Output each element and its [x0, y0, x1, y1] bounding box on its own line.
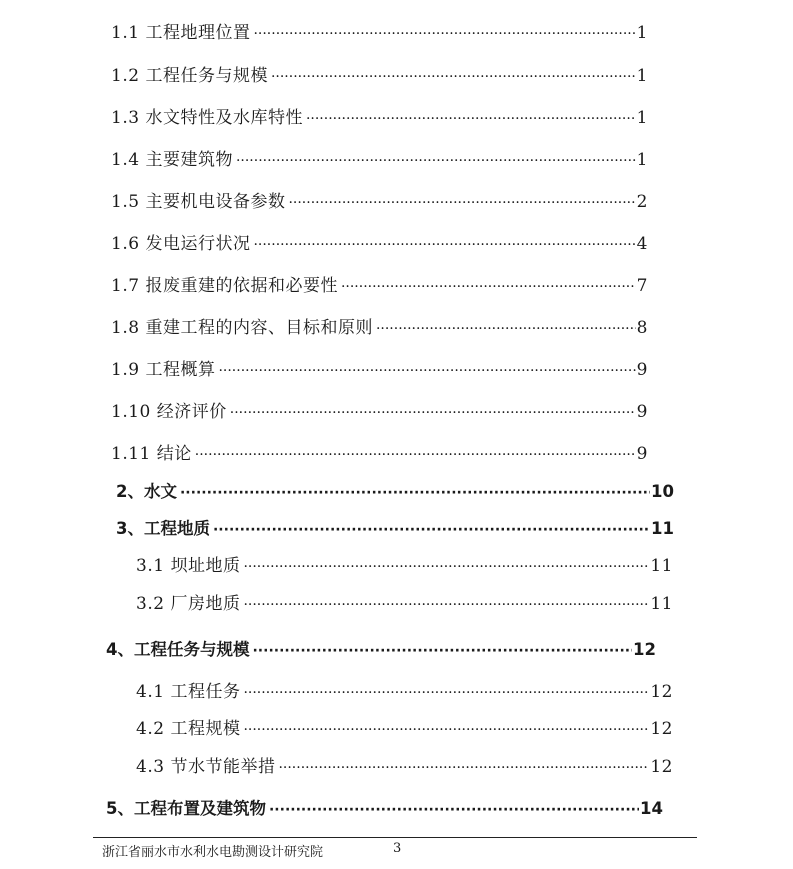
toc-entry-page: 9: [636, 444, 648, 464]
toc-entry-title: 4.3 节水节能举措: [136, 757, 276, 777]
toc-entry-page: 12: [650, 719, 673, 739]
toc-leader-dots: [243, 685, 649, 701]
toc-entry-title: 4、工程任务与规模: [106, 640, 250, 659]
toc-leader-dots: [253, 237, 635, 253]
toc-entry-page: 12: [633, 640, 656, 659]
toc-entry[interactable]: [111, 439, 648, 464]
toc-leader-dots: [341, 279, 636, 295]
toc-chapter[interactable]: [116, 515, 674, 539]
toc-entry[interactable]: [136, 677, 673, 702]
footer-page-number: 3: [393, 841, 402, 856]
toc-leader-dots: [269, 802, 639, 818]
toc-entry[interactable]: [111, 18, 648, 43]
toc-leader-dots: [288, 195, 635, 211]
toc-entry-title: 4.2 工程规模: [136, 719, 241, 739]
toc-entry-page: 14: [640, 799, 663, 818]
toc-entry[interactable]: [111, 103, 648, 128]
toc-leader-dots: [253, 26, 635, 42]
toc-leader-dots: [213, 522, 650, 538]
toc-entry-page: 11: [650, 556, 673, 576]
toc-entry-title: 1.9 工程概算: [111, 360, 216, 380]
toc-entry-title: 4.1 工程任务: [136, 682, 241, 702]
toc-leader-dots: [243, 722, 649, 738]
toc-chapter[interactable]: [106, 795, 663, 819]
toc-entry-title: 1.11 结论: [111, 444, 192, 464]
toc-entry[interactable]: [111, 271, 648, 296]
toc-entry-page: 9: [636, 360, 648, 380]
toc-entry-page: 1: [636, 108, 648, 128]
toc-entry[interactable]: [111, 61, 648, 86]
toc-chapter[interactable]: [106, 636, 656, 660]
toc-entry-page: 1: [636, 23, 648, 43]
toc-entry-page: 1: [636, 66, 648, 86]
footer-organization: 浙江省丽水市水利水电勘测设计研究院: [102, 845, 324, 860]
toc-entry[interactable]: [136, 752, 673, 777]
toc-entry-page: 1: [636, 150, 648, 170]
toc-entry[interactable]: [111, 355, 648, 380]
toc-entry-title: 1.3 水文特性及水库特性: [111, 108, 303, 128]
toc-leader-dots: [243, 559, 649, 575]
toc-leader-dots: [218, 363, 635, 379]
toc-leader-dots: [306, 111, 636, 127]
toc-entry-page: 11: [651, 519, 674, 538]
toc-leader-dots: [230, 405, 636, 421]
toc-entry-page: 12: [650, 682, 673, 702]
toc-entry-title: 1.7 报废重建的依据和必要性: [111, 276, 338, 296]
toc-entry-title: 1.6 发电运行状况: [111, 234, 251, 254]
toc-entry-page: 11: [650, 594, 673, 614]
toc-leader-dots: [243, 597, 649, 613]
toc-entry-title: 1.10 经济评价: [111, 402, 227, 422]
toc-chapter[interactable]: [116, 478, 674, 502]
toc-entry-title: 3.2 厂房地质: [136, 594, 241, 614]
toc-entry-title: 1.1 工程地理位置: [111, 23, 251, 43]
toc-entry[interactable]: [111, 187, 648, 212]
toc-entry[interactable]: [111, 397, 648, 422]
toc-entry-page: 7: [636, 276, 648, 296]
toc-leader-dots: [376, 321, 636, 337]
toc-entry-title: 3、工程地质: [116, 519, 210, 538]
toc-entry[interactable]: [136, 589, 673, 614]
toc-entry[interactable]: [111, 229, 648, 254]
toc-entry-page: 4: [636, 234, 648, 254]
toc-entry-title: 1.5 主要机电设备参数: [111, 192, 286, 212]
toc-entry[interactable]: [111, 313, 648, 338]
toc-leader-dots: [195, 447, 636, 463]
toc-entry-page: 2: [636, 192, 648, 212]
toc-entry[interactable]: [136, 551, 673, 576]
footer-divider: [93, 837, 697, 838]
toc-entry-title: 1.4 主要建筑物: [111, 150, 233, 170]
toc-entry-title: 1.2 工程任务与规模: [111, 66, 268, 86]
toc-leader-dots: [180, 485, 650, 501]
toc-leader-dots: [252, 643, 632, 659]
toc-entry[interactable]: [136, 714, 673, 739]
toc-leader-dots: [278, 760, 649, 776]
toc-entry[interactable]: [111, 145, 648, 170]
toc-entry-page: 12: [650, 757, 673, 777]
toc-entry-title: 2、水文: [116, 482, 177, 501]
toc-entry-page: 9: [636, 402, 648, 422]
toc-leader-dots: [271, 69, 636, 85]
toc-entry-title: 5、工程布置及建筑物: [106, 799, 266, 818]
toc-entry-page: 8: [636, 318, 648, 338]
toc-entry-title: 3.1 坝址地质: [136, 556, 241, 576]
toc-entry-title: 1.8 重建工程的内容、目标和原则: [111, 318, 373, 338]
toc-leader-dots: [236, 153, 636, 169]
toc-entry-page: 10: [651, 482, 674, 501]
